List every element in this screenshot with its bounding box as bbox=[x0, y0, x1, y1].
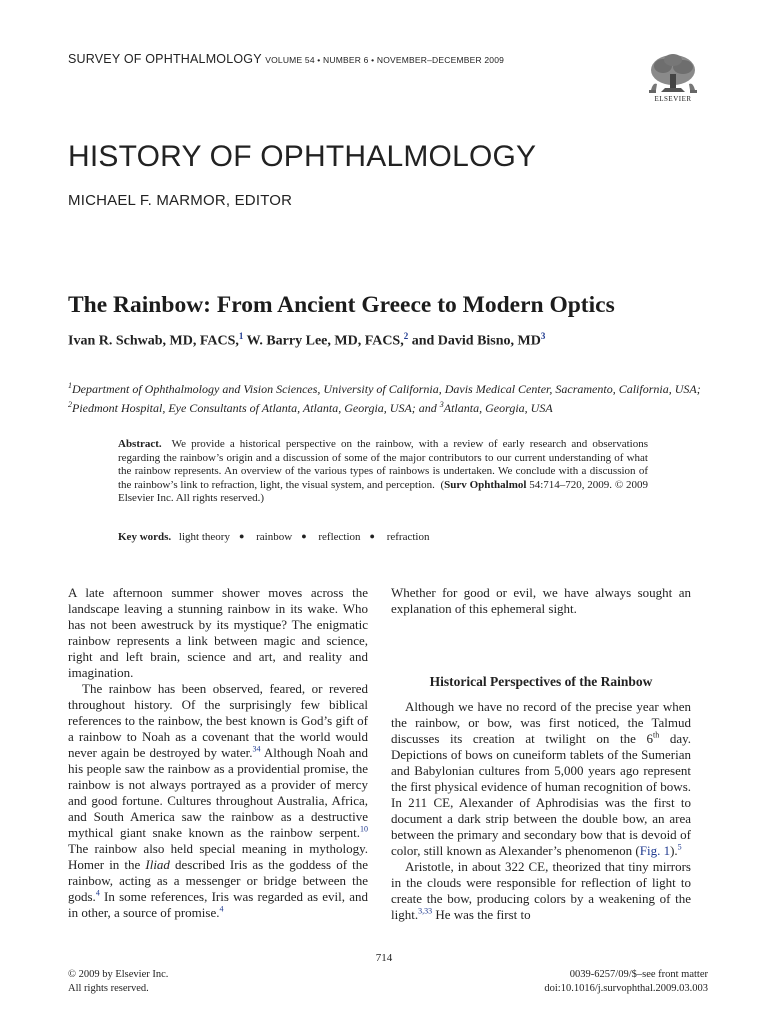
publisher-logo-text: ELSEVIER bbox=[654, 95, 692, 103]
abstract: Abstract. We provide a historical perspective on the rainbow, with a review of early research and observations regarding the rainbow’s origin and a discussion of some of the major contributors to our current understanding of what the rainbow represents. An overview of the various types of rainbows is undertaken. We conclude with a discussion of the rainbow’s link to refraction, light, the visual system, and perception. (Surv Ophthalmol 54:714–720, 2009. © 2009 Elsevier Inc. All rights reserved.) bbox=[118, 438, 649, 504]
paragraph bbox=[391, 699, 691, 859]
bullet-icon: ● bbox=[238, 531, 245, 541]
paragraph bbox=[68, 681, 368, 921]
citation-journal: Surv Ophthalmol bbox=[444, 478, 527, 491]
affiliation-text: Atlanta, Georgia, USA bbox=[443, 401, 553, 415]
journal-header bbox=[68, 52, 504, 66]
issn-text: 0039-6257/09/$–see front matter bbox=[569, 969, 708, 980]
keyword: reflection bbox=[318, 531, 361, 543]
bullet-icon: ● bbox=[301, 531, 307, 541]
paragraph: Whether for good or evil, we have always sought an explanation of this ephemeral sight. bbox=[391, 585, 691, 616]
keyword: rainbow bbox=[256, 531, 293, 543]
paragraph-text: Although we have no record of the precise year when the rainbow, or bow, was first noticed, the Talmud discusses its creation at twilight on the 6 bbox=[391, 699, 691, 746]
issue-info: VOLUME 54 • NUMBER 6 • NOVEMBER–DECEMBER 2009 bbox=[265, 55, 505, 65]
figure-link[interactable]: Fig. 1 bbox=[639, 843, 671, 858]
reference-link[interactable]: 3,33 bbox=[418, 906, 433, 916]
superscript: th bbox=[652, 730, 660, 740]
copyright-text: © 2009 by Elsevier Inc. bbox=[68, 969, 169, 980]
author-name: W. Barry Lee, MD, FACS, bbox=[246, 333, 404, 349]
paragraph-text: He was the first to bbox=[432, 907, 531, 922]
paragraph: A late afternoon summer shower moves across the landscape leaving a stunning rainbow in its wake. Who has not been awestruck by its mystique? The enigmatic rainbow represents a link between magic and science, right and left brain, science and art, and reality and imagination. bbox=[68, 585, 368, 680]
section-heading: Historical Perspectives of the Rainbow bbox=[429, 674, 653, 689]
keywords bbox=[118, 531, 434, 543]
reference-link[interactable]: 4 bbox=[219, 904, 224, 914]
affiliations bbox=[68, 378, 708, 416]
author-affil-mark[interactable]: 3 bbox=[540, 331, 546, 341]
bullet-icon: ● bbox=[369, 531, 375, 541]
rights-text: All rights reserved. bbox=[68, 983, 149, 994]
keywords-label: Key words. bbox=[118, 531, 172, 543]
section-editor: MICHAEL F. MARMOR, EDITOR bbox=[68, 192, 293, 209]
paragraph bbox=[391, 859, 691, 923]
journal-name: SURVEY OF OPHTHALMOLOGY bbox=[68, 52, 262, 66]
footer-identifiers bbox=[544, 968, 708, 996]
paragraph-text: day. Depictions of bows on cuneiform tablets of the Sumerian and Babylonian cultures from 5,000 years ago represent the first physical evidence of human recognition of bows. In 211 CE, Alexander of Aphrodisias was the first to document a dark strip between the double bow, an area between the primary and secondary bow that is devoid of color, still known as Alexander’s phenomenon ( bbox=[391, 731, 691, 858]
article-title: The Rainbow: From Ancient Greece to Modern Optics bbox=[68, 292, 615, 318]
author-name: and David Bisno, MD bbox=[411, 333, 541, 349]
affiliation-text: Department of Ophthalmology and Vision Sciences, University of California, Davis Medical Center, Sacramento, California, USA; bbox=[72, 382, 701, 396]
section-title: HISTORY OF OPHTHALMOLOGY bbox=[68, 140, 537, 173]
paragraph-text: The rainbow has been observed, feared, or revered throughout history. Of the surprisingly few biblical references to the rainbow, the best known is God’s gift of a rainbow to Noah as a covenant that the world would never again be destroyed by water. bbox=[68, 681, 368, 760]
author-affil-mark[interactable]: 2 bbox=[403, 331, 409, 341]
footer-copyright bbox=[68, 968, 168, 996]
affiliation-text: Piedmont Hospital, Eye Consultants of Atlanta, Atlanta, Georgia, USA; and bbox=[72, 401, 440, 415]
paragraph-text: Although Noah and his people saw the rainbow as a providential promise, the rainbow is not always portrayed as a provider of mercy and good fortune. Cultures throughout Australia, Africa, and South America saw the rainbow as a destructive mythical giant snake known as the rainbow serpent. bbox=[68, 745, 369, 840]
reference-link[interactable]: 10 bbox=[360, 824, 368, 834]
reference-link[interactable]: 4 bbox=[95, 888, 100, 898]
affil-mark: 2 bbox=[68, 400, 72, 409]
abstract-text: We provide a historical perspective on the rainbow, with a review of early research and observations regarding the rainbow’s origin and a discussion of some of the major contributors to our current understanding of what the rainbow represents. An overview of the various types of rainbows is undertaken. We conclude with a discussion of the rainbow’s link to refraction, light, the visual system, and perception. bbox=[118, 438, 648, 491]
citation-details: 54:714–720, 2009. © 2009 Elsevier Inc. All rights reserved.) bbox=[118, 478, 649, 504]
author-list bbox=[68, 331, 545, 350]
doi-text[interactable]: doi:10.1016/j.survophthal.2009.03.003 bbox=[544, 983, 708, 994]
author-name: Ivan R. Schwab, MD, FACS, bbox=[68, 333, 239, 349]
paragraph-text: described Iris as the goddess of the rainbow, acting as a messenger or bridge between the gods. bbox=[68, 857, 369, 904]
page-number: 714 bbox=[375, 952, 393, 964]
paragraph-text: ). bbox=[670, 843, 678, 858]
body-column-right bbox=[391, 585, 691, 923]
author-affil-mark[interactable]: 1 bbox=[238, 331, 244, 341]
italic-title: Iliad bbox=[145, 857, 170, 872]
abstract-label: Abstract. bbox=[118, 438, 162, 450]
reference-link[interactable]: 34 bbox=[252, 744, 261, 754]
body-column-left bbox=[68, 585, 368, 921]
paragraph-text: The rainbow also held special meaning in mythology. Homer in the bbox=[68, 841, 368, 872]
affil-mark: 3 bbox=[439, 400, 444, 409]
paragraph-text: Aristotle, in about 322 CE, theorized that tiny mirrors in the clouds were responsible for reflection of light to create the bow, producing colors by a weakening of the light. bbox=[391, 859, 691, 922]
keyword: light theory bbox=[178, 531, 230, 543]
reference-link[interactable]: 5 bbox=[677, 842, 682, 852]
keyword: refraction bbox=[386, 531, 430, 543]
paragraph-text: In some references, Iris was regarded as evil, and in other, a source of promise. bbox=[68, 889, 368, 920]
affil-mark: 1 bbox=[68, 381, 72, 390]
